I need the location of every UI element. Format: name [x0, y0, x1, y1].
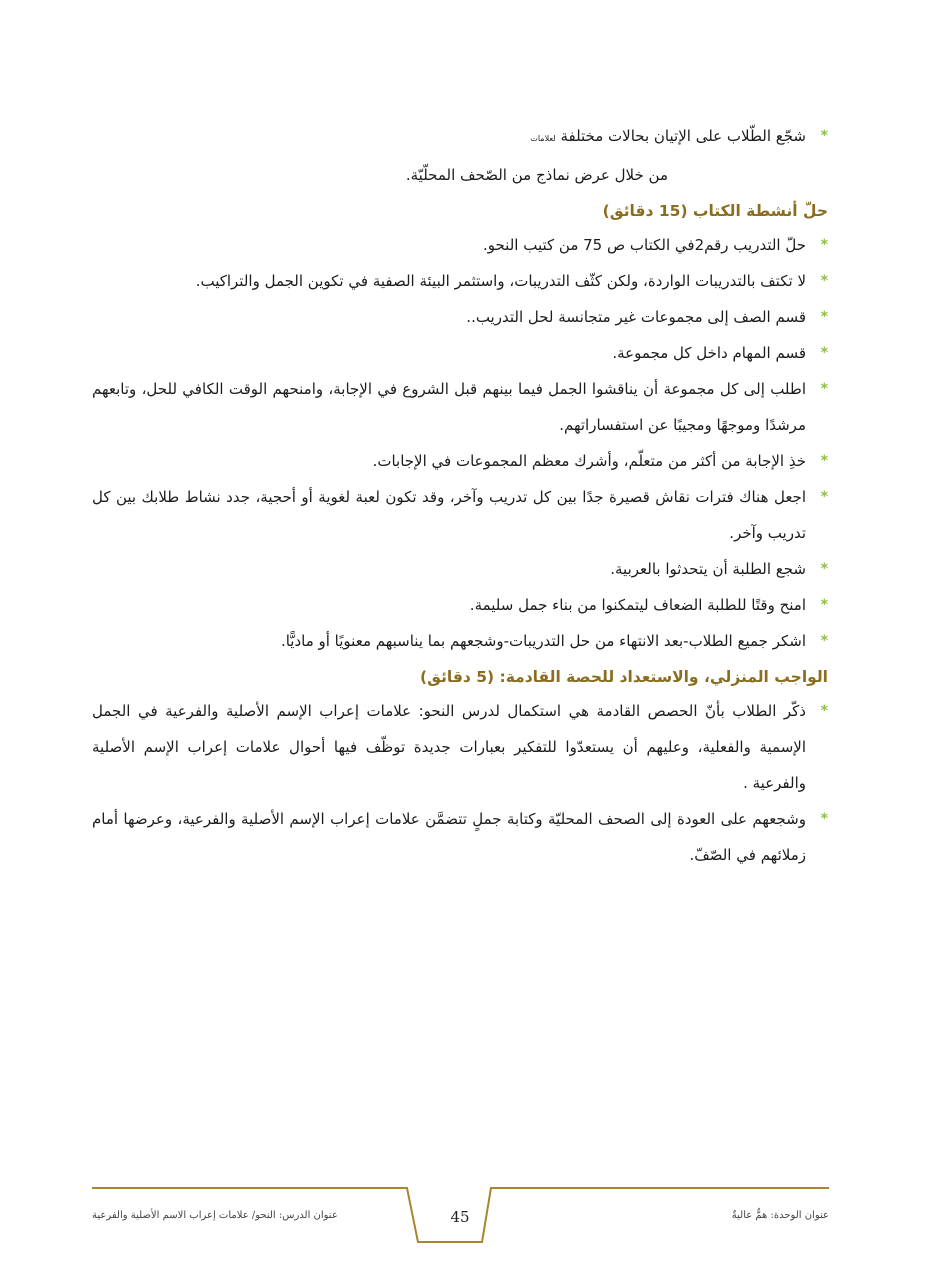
intro-small-text: لعلامات — [530, 134, 556, 143]
bullet-star-icon: * — [820, 489, 828, 505]
footer-lesson-title: عنوان الدرس: النحو/ علامات إعراب الاسم الأصلية والفرعية — [92, 1210, 338, 1221]
homework-item-text: ذكّر الطلاب بأنّ الحصص القادمة هي استكمال لدرس النحو: علامات إعراب الإسم الأصلية والفرعية في الجمل الإسمية والفعلية، وعليهم أن يستعدّوا للتفكير بعبارات جديدة توظّف فيها أحوال علامات إعراب الإسم الأصلية والفرعية . — [92, 702, 806, 792]
activity-item-text: اطلب إلى كل مجموعة أن يناقشوا الجمل فيما بينهم قبل الشروع في الإجابة، وامنحهم الوقت الكافي للحل، وتابعهم مرشدًا وموجهًا ومجيبًا عن استفساراتهم. — [92, 380, 806, 434]
page-number: 45 — [450, 1208, 470, 1226]
intro-list — [92, 118, 828, 193]
activity-item — [92, 263, 828, 299]
activity-item-text: اشكر جميع الطلاب-بعد الانتهاء من حل التدريبات-وشجعهم بما يناسبهم معنويًا أو ماديًّا. — [280, 632, 806, 650]
bullet-star-icon: * — [820, 381, 828, 397]
intro-text: شجّع الطّلاب على الإتيان بحالات مختلفة — [560, 127, 806, 145]
activities-list — [92, 227, 828, 659]
homework-item — [92, 801, 828, 873]
activity-item-text: حلّ التدريب رقم2في الكتاب ص 75 من كتيب النحو. — [482, 236, 806, 254]
intro-item — [92, 118, 828, 157]
activity-item — [92, 299, 828, 335]
bullet-star-icon: * — [820, 345, 828, 361]
homework-item-text: وشجعهم على العودة إلى الصحف المحليّة وكتابة جملٍ تتضمَّن علامات إعراب الإسم الأصلية والفرعية، وعرضها أمام زملائهم في الصّفّ. — [92, 810, 806, 864]
activity-item — [92, 587, 828, 623]
homework-item — [92, 693, 828, 801]
bullet-star-icon: * — [820, 273, 828, 289]
activity-item-text: قسم المهام داخل كل مجموعة. — [612, 344, 806, 362]
activity-item — [92, 623, 828, 659]
bullet-star-icon: * — [820, 453, 828, 469]
activity-item-text: لا تكتف بالتدريبات الواردة، ولكن كثّف التدريبات، واستثمر البيئة الصفية في تكوين الجمل والتراكيب. — [195, 272, 806, 290]
activity-item-text: امنح وقتًا للطلبة الضعاف ليتمكنوا من بناء جمل سليمة. — [469, 596, 806, 614]
footer-unit-title: عنوان الوحدة: همٌّ عاليةٌ — [731, 1210, 829, 1221]
bullet-star-icon: * — [820, 237, 828, 253]
homework-list — [92, 693, 828, 873]
bullet-star-icon: * — [820, 811, 828, 827]
activity-item-text: قسم الصف إلى مجموعات غير متجانسة لحل التدريب.. — [466, 308, 806, 326]
bullet-star-icon: * — [820, 703, 828, 719]
page-footer — [92, 1186, 829, 1246]
activity-item — [92, 335, 828, 371]
intro-text-2: من خلال عرض نماذج من الصّحف المحلّيّة. — [405, 166, 668, 184]
section-heading-activities: حلّ أنشطة الكتاب (15 دقائق) — [602, 202, 828, 220]
page-content — [92, 118, 828, 873]
bullet-star-icon: * — [820, 309, 828, 325]
intro-continuation — [92, 157, 828, 193]
activity-item-text: اجعل هناك فترات نقاش قصيرة جدًا بين كل تدريب وآخر، وقد تكون لعبة لغوية أو أحجية، جدد نشاط طلابك بين كل تدريب وآخر. — [92, 488, 806, 542]
bullet-star-icon: * — [820, 597, 828, 613]
activity-item — [92, 551, 828, 587]
bullet-star-icon: * — [820, 633, 828, 649]
activity-item — [92, 443, 828, 479]
activity-item-text: خذِ الإجابة من أكثر من متعلّم، وأشرك معظم المجموعات في الإجابات. — [372, 452, 806, 470]
activity-item — [92, 227, 828, 263]
activity-item — [92, 371, 828, 443]
activity-item-text: شجع الطلبة أن يتحدثوا بالعربية. — [610, 560, 806, 578]
activity-item — [92, 479, 828, 551]
section-heading-homework: الواجب المنزلي، والاستعداد للحصة القادمة: (5 دقائق) — [420, 668, 828, 686]
bullet-star-icon: * — [820, 128, 828, 144]
bullet-star-icon: * — [820, 561, 828, 577]
